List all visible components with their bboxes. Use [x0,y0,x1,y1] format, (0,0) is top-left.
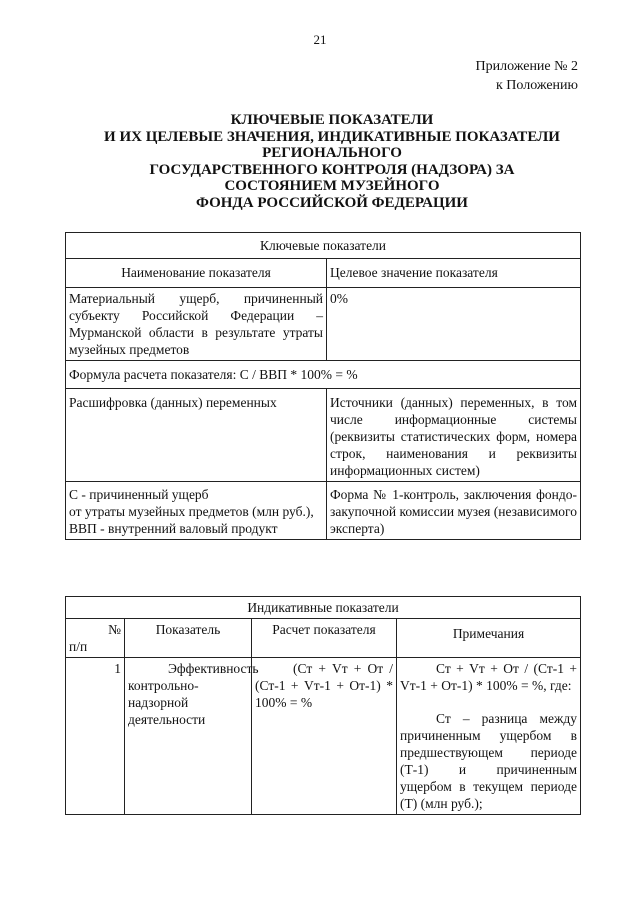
title-line-5: СОСТОЯНИЕМ МУЗЕЙНОГО [224,178,440,194]
indicator-name-cell: Материальный ущерб, причиненный субъекту Российской Федерации – Мурманской области в результате утраты музейных предметов [66,288,327,361]
appendix-line-2: к Положению [495,78,578,93]
column-header-name: Наименование показателя [66,259,327,288]
indicator-target-cell: 0% [327,288,581,361]
column-header-target: Целевое значение показателя [327,259,581,288]
title-line-6: ФОНДА РОССИЙСКОЙ ФЕДЕРАЦИИ [196,194,468,211]
title-line-4: ГОСУДАРСТВЕННОГО КОНТРОЛЯ (НАДЗОРА) ЗА [149,161,515,178]
column-header-notes: Примечания [397,619,581,658]
row-calc: (Ст + Vт + Oт / (Ст-1 + Vт-1 + Oт-1) * 100% = % [252,658,397,815]
variable-c: С - причиненный ущерб [69,487,209,502]
column-header-calc: Расчет показателя [252,619,397,658]
sources-value-cell: Форма № 1-контроль, заключения фондо-закупочной комиссии музея (независимого эксперта) [327,482,581,540]
title-line-1: КЛЮЧЕВЫЕ ПОКАЗАТЕЛИ [230,112,434,128]
row-indicator: Эффективность контрольно-надзорной деятельности [125,658,252,815]
variables-cell [66,482,327,540]
variable-gdp: ВВП - внутренний валовый продукт [69,521,278,536]
sources-label-cell: Источники (данных) переменных, в том числе информационные системы (реквизиты статистических форм, номера строк, наименования и реквизиты информационных систем) [327,389,581,482]
column-header-indicator: Показатель [125,619,252,658]
formula-row: Формула расчета показателя: С / ВВП * 100% = % [66,361,581,389]
notes-formula: Ст + Vт + Oт / (Ст-1 + Vт-1 + Oт-1) * 100% = %, где: [400,661,577,693]
row-number: 1 [66,658,125,815]
row-notes [397,658,581,815]
key-indicators-table [65,232,581,540]
decode-label-cell: Расшифровка (данных) переменных [66,389,327,482]
title-line-2: И ИХ ЦЕЛЕВЫЕ ЗНАЧЕНИЯ, ИНДИКАТИВНЫЕ ПОКАЗАТЕЛИ [104,128,560,145]
page-number: 21 [313,32,327,47]
indicative-indicators-table [65,596,581,815]
document-title [70,112,594,211]
appendix-line-1: Приложение № 2 [475,59,578,74]
number-sign: № [108,622,121,637]
notes-ct-definition: Ст – разница между причиненным ущербом в предшествующем периоде (Т-1) и причиненным ущербом в текущем периоде (Т) (млн руб.); [400,711,577,811]
indicative-table-header: Индикативные показатели [66,597,581,619]
title-line-3: РЕГИОНАЛЬНОГО [262,145,402,161]
number-abbr: п/п [69,639,88,654]
column-header-number [66,619,125,658]
variable-c-detail: от утраты музейных предметов (млн руб.), [69,504,314,519]
key-table-header: Ключевые показатели [66,233,581,259]
appendix-reference [476,57,579,95]
